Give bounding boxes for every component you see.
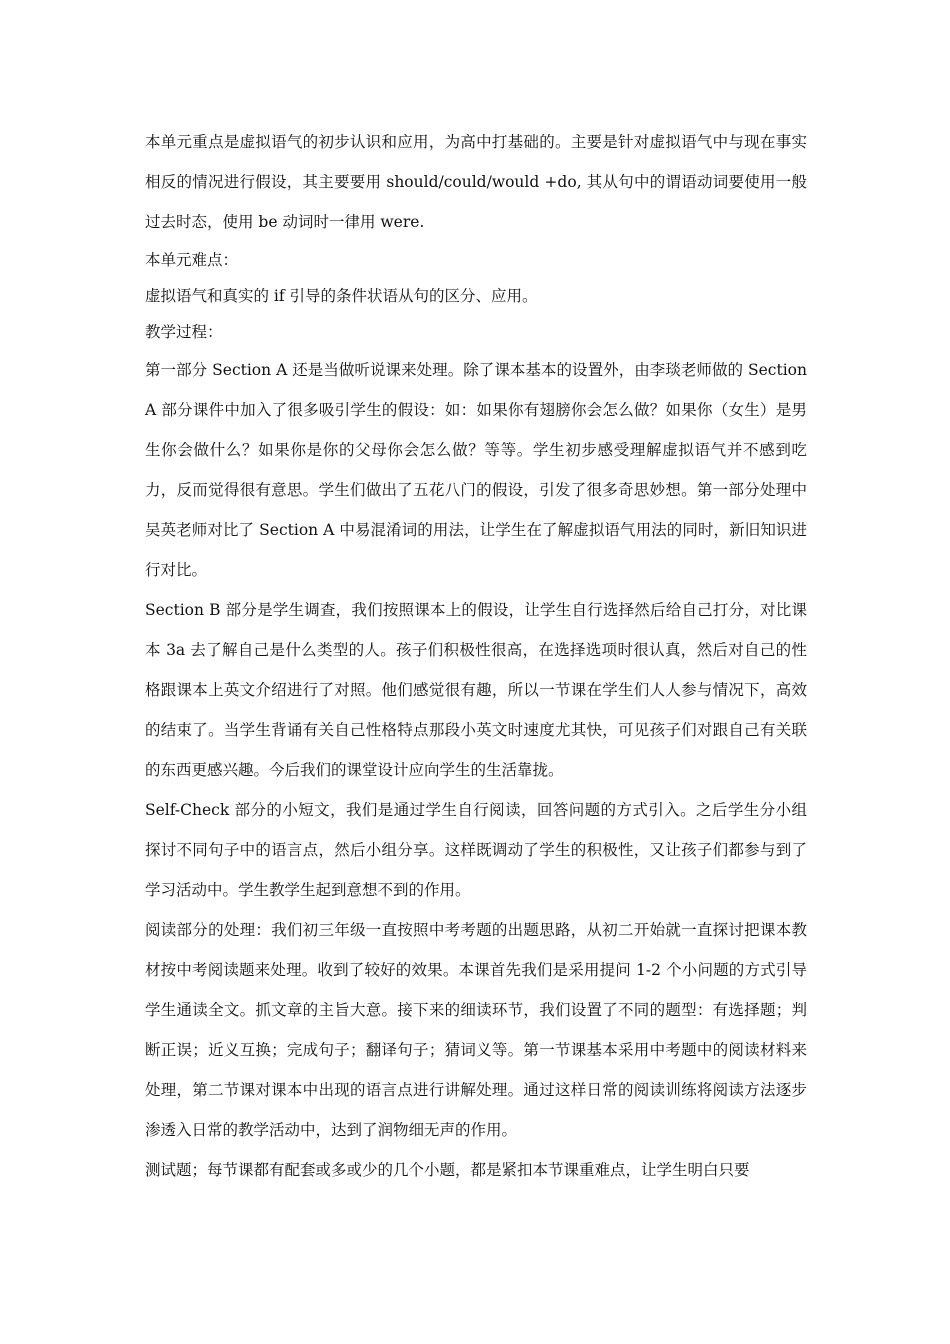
paragraph-process-heading: 教学过程： <box>145 323 223 341</box>
paragraph-key-points: 本单元重点是虚拟语气的初步认识和应用，为高中打基础的。主要是针对虚拟语气中与现在事实相反的情况进行假设，其主要要用 should/could/would +do, 其从句中的谓语动词要使用一般过去时态，使用 be 动词时一律用 were. <box>145 133 807 231</box>
paragraph-reading: 阅读部分的处理：我们初三年级一直按照中考考题的出题思路，从初二开始就一直探讨把课本教材按中考阅读题来处理。收到了较好的效果。本课首先我们是采用提问 1-2 个小问题的方式引导学生通读全文。抓文章的主旨大意。接下来的细读环节，我们设置了不同的题型：有选择题；判断正误；近义互换；完成句子；翻译句子；猜词义等。第一节课基本采用中考题中的阅读材料来处理，第二节课对课本中出现的语言点进行讲解处理。通过这样日常的阅读训练将阅读方法逐步渗透入日常的教学活动中，达到了润物细无声的作用。 <box>145 921 807 1139</box>
document-body <box>145 122 807 1190</box>
paragraph-difficulty-heading: 本单元难点： <box>145 251 239 269</box>
paragraph-difficulty: 虚拟语气和真实的 if 引导的条件状语从句的区分、应用。 <box>145 287 538 305</box>
paragraph-section-a: 第一部分 Section A 还是当做听说课来处理。除了课本基本的设置外，由李琰老师做的 Section A 部分课件中加入了很多吸引学生的假设：如：如果你有翅膀你会怎么做？如果你（女生）是男生你会做什么？如果你是你的父母你会怎么做？等等。学生初步感受理解虚拟语气并不感到吃力，反而觉得很有意思。学生们做出了五花八门的假设，引发了很多奇思妙想。第一部分处理中吴英老师对比了 Section A 中易混淆词的用法，让学生在了解虚拟语气用法的同时，新旧知识进行对比。 <box>145 361 807 579</box>
paragraph-self-check: Self-Check 部分的小短文，我们是通过学生自行阅读，回答问题的方式引入。之后学生分小组探讨不同句子中的语言点，然后小组分享。这样既调动了学生的积极性，又让孩子们都参与到了学习活动中。学生教学生起到意想不到的作用。 <box>145 801 807 899</box>
paragraph-section-b: Section B 部分是学生调查，我们按照课本上的假设，让学生自行选择然后给自己打分，对比课本 3a 去了解自己是什么类型的人。孩子们积极性很高，在选择选项时很认真，然后对自己的性格跟课本上英文介绍进行了对照。他们感觉很有趣，所以一节课在学生们人人参与情况下，高效的结束了。当学生背诵有关自己性格特点那段小英文时速度尤其快，可见孩子们对跟自己有关联的东西更感兴趣。今后我们的课堂设计应向学生的生活靠拢。 <box>145 601 807 779</box>
paragraph-tests: 测试题；每节课都有配套或多或少的几个小题，都是紧扣本节课重难点，让学生明白只要 <box>145 1161 750 1179</box>
